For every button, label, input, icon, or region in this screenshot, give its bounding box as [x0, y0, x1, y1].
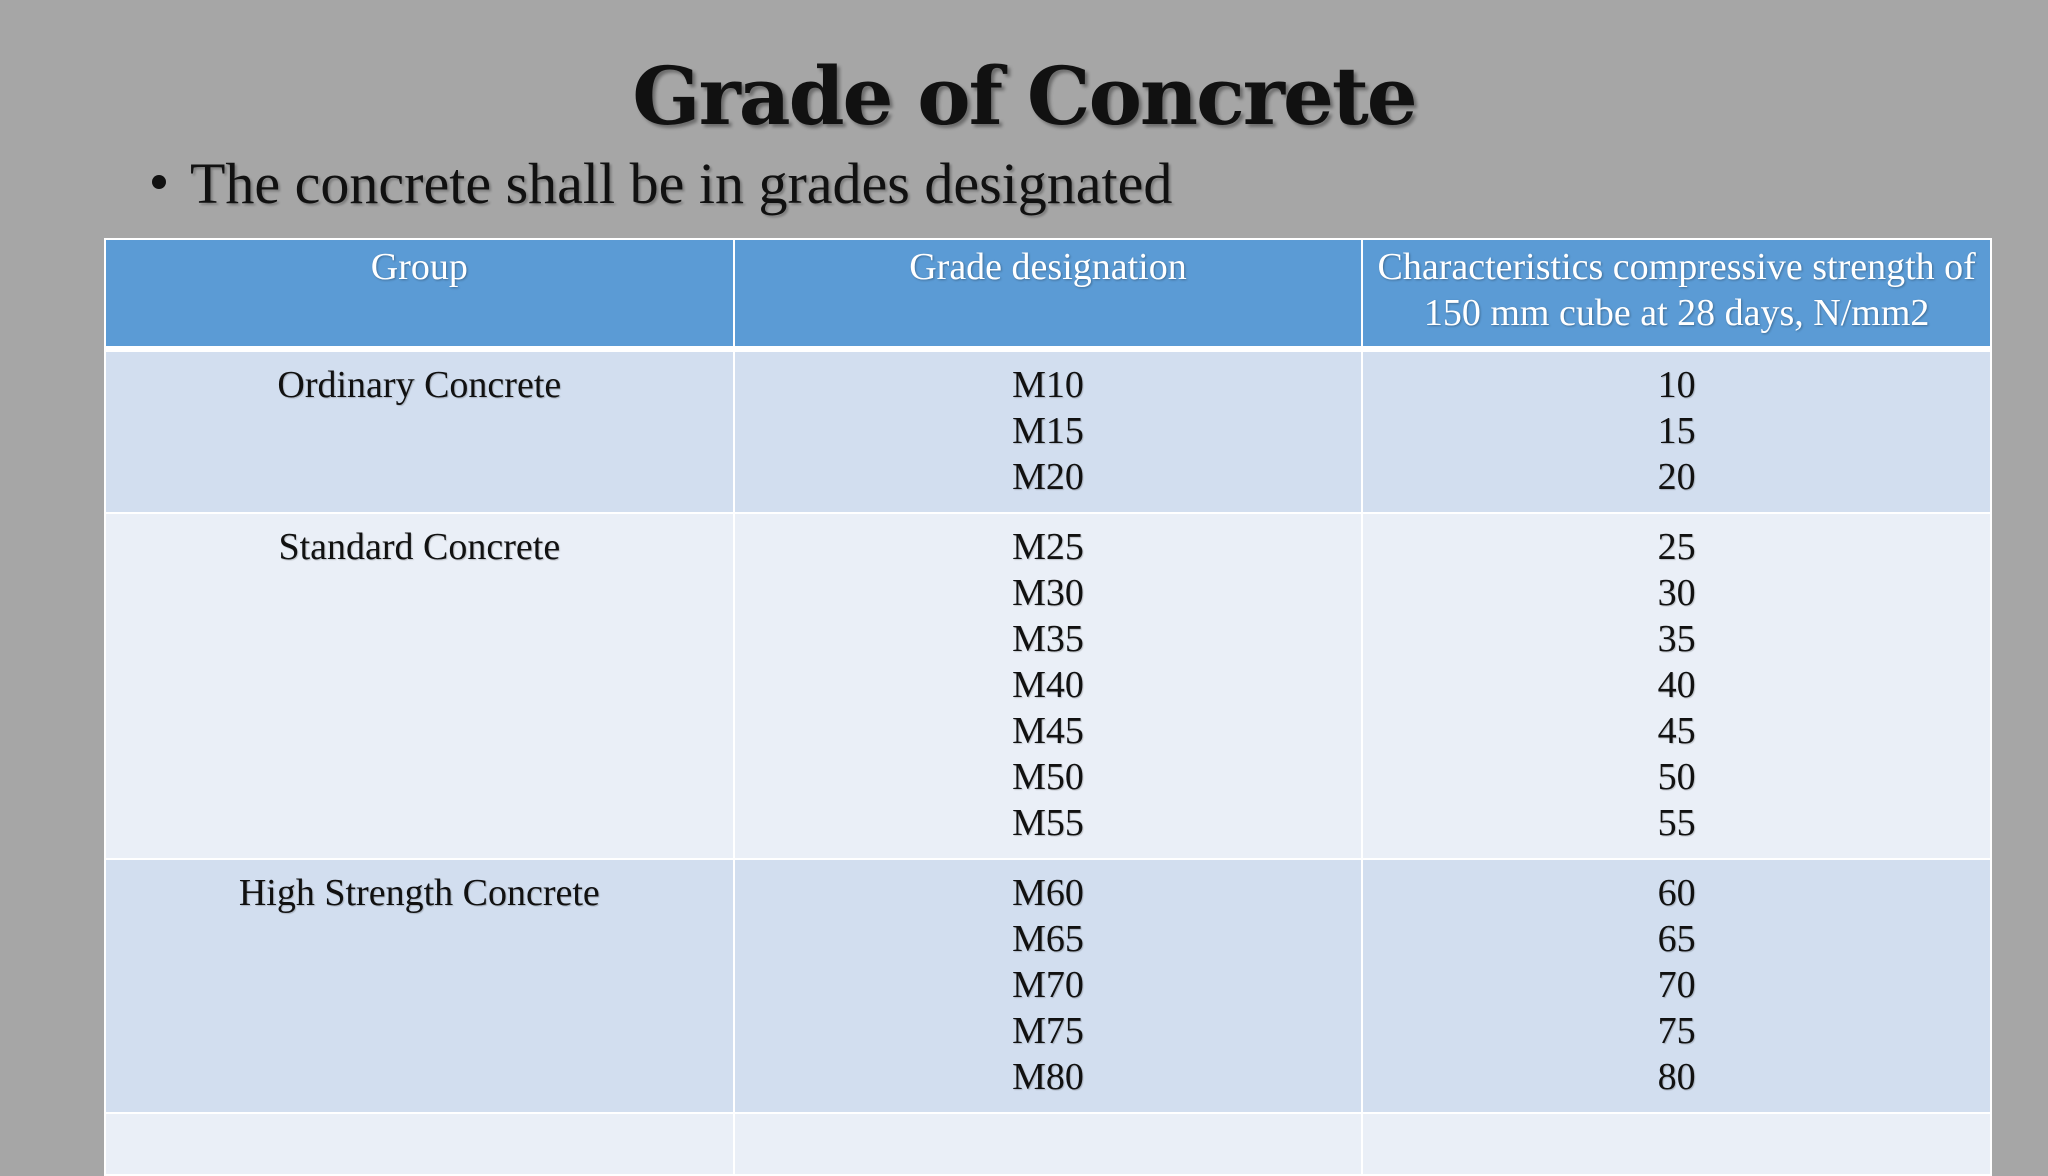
strength-value: 40 — [1657, 664, 1696, 706]
grade-cell — [734, 513, 1363, 859]
grade-value: M35 — [1012, 618, 1084, 660]
empty-table-row — [105, 1113, 1991, 1175]
empty-cell — [734, 1113, 1363, 1175]
strength-value: 35 — [1657, 618, 1696, 660]
strength-value: 60 — [1657, 872, 1696, 914]
grade-value: M10 — [1012, 364, 1084, 406]
grade-value: M45 — [1012, 710, 1084, 752]
strength-value: 80 — [1657, 1056, 1696, 1098]
header-compressive-strength: Characteristics compressive strength of 150 mm cube at 28 days, N/mm2 — [1362, 239, 1991, 349]
strength-value: 15 — [1657, 410, 1696, 452]
bullet-text: The concrete shall be in grades designated — [190, 151, 1173, 216]
grade-value: M15 — [1012, 410, 1084, 452]
strength-cell — [1362, 349, 1991, 513]
empty-cell — [105, 1113, 734, 1175]
grade-value: M80 — [1012, 1056, 1084, 1098]
strength-cell — [1362, 513, 1991, 859]
strength-value: 25 — [1657, 526, 1696, 568]
strength-value: 70 — [1657, 964, 1696, 1006]
strength-value: 30 — [1657, 572, 1696, 614]
group-cell: Ordinary Concrete — [105, 349, 734, 513]
slide-title: Grade of Concrete — [632, 49, 1416, 143]
bullet-point — [152, 148, 1172, 220]
grade-value: M25 — [1012, 526, 1084, 568]
grade-value: M30 — [1012, 572, 1084, 614]
grade-value: M55 — [1012, 802, 1084, 844]
strength-cell — [1362, 859, 1991, 1113]
grade-value: M50 — [1012, 756, 1084, 798]
table-row — [105, 859, 1991, 1113]
bullet-dot-icon — [152, 175, 166, 189]
grade-cell — [734, 349, 1363, 513]
grade-cell — [734, 859, 1363, 1113]
grade-value: M60 — [1012, 872, 1084, 914]
strength-value: 45 — [1657, 710, 1696, 752]
group-cell: High Strength Concrete — [105, 859, 734, 1113]
strength-value: 65 — [1657, 918, 1696, 960]
table-row — [105, 513, 1991, 859]
grade-value: M20 — [1012, 456, 1084, 498]
table-row — [105, 349, 1991, 513]
strength-value: 10 — [1657, 364, 1696, 406]
concrete-grades-table — [104, 238, 1992, 1176]
header-group: Group — [105, 239, 734, 349]
strength-value: 20 — [1657, 456, 1696, 498]
header-grade-designation: Grade designation — [734, 239, 1363, 349]
group-cell: Standard Concrete — [105, 513, 734, 859]
grade-value: M40 — [1012, 664, 1084, 706]
strength-value: 55 — [1657, 802, 1696, 844]
strength-value: 75 — [1657, 1010, 1696, 1052]
table-header-row — [105, 239, 1991, 349]
grade-value: M75 — [1012, 1010, 1084, 1052]
grade-value: M70 — [1012, 964, 1084, 1006]
grade-value: M65 — [1012, 918, 1084, 960]
empty-cell — [1362, 1113, 1991, 1175]
strength-value: 50 — [1657, 756, 1696, 798]
